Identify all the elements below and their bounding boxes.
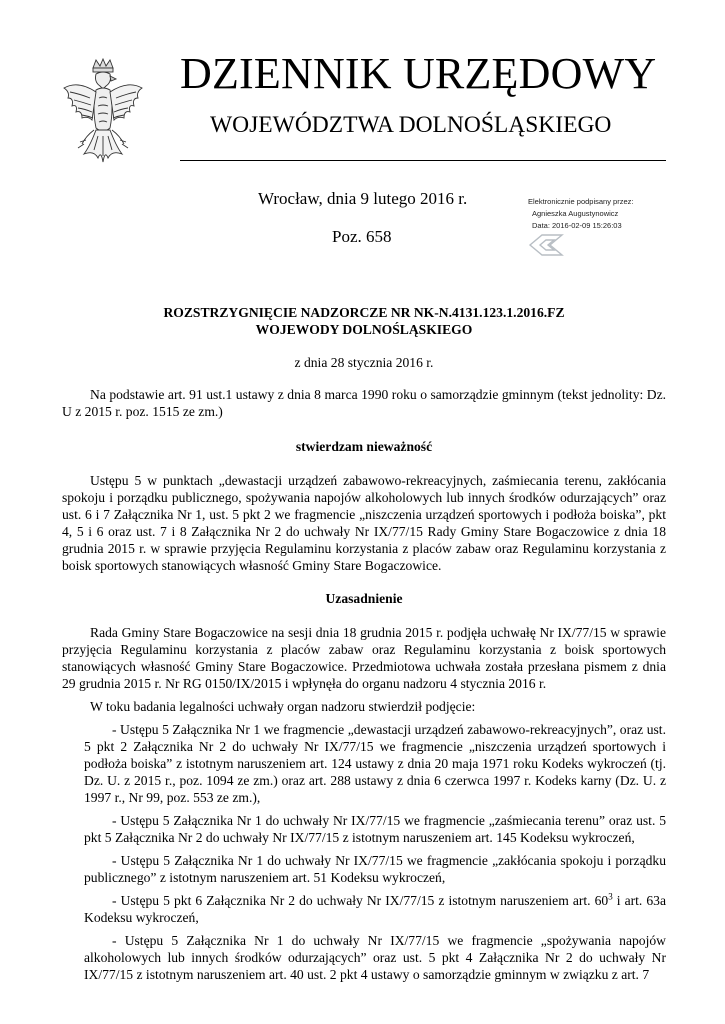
- violation-item-4: [62, 892, 666, 926]
- signature-signer: Agnieszka Augustynowicz: [532, 209, 619, 218]
- violation-item-1: - Ustępu 5 Załącznika Nr 1 we fragmencie „dewastacji urządzeń zabawowo-rekreacyjnych”, oraz ust. 5 pkt 2 Załącznika Nr 2 do uchwały Nr IX/77/15 we fragmencie „niszczenia urządzeń sportowych i podłoża boiska” z istotnym naruszeniem art. 124 ustawy z dnia 20 maja 1971 roku Kodeks wykroczeń (tj. Dz. U. z 2015 r., poz. 1094 ze zm.) oraz art. 288 ustawy z dnia 6 czerwca 1997 r. Kodeks karny (Dz. U. z 1997 r., Nr 99, poz. 553 ze zm.),: [84, 722, 666, 805]
- masthead-divider: [180, 160, 666, 161]
- legal-basis-paragraph: Na podstawie art. 91 ust.1 ustawy z dnia 8 marca 1990 roku o samorządzie gminnym (tekst jednolity: Dz. U z 2015 r. poz. 1515 ze zm.): [62, 387, 666, 419]
- justification-intro: W toku badania legalności uchwały organ nadzoru stwierdził podjęcie:: [90, 699, 476, 714]
- signature-date: Data: 2016-02-09 15:26:03: [532, 221, 622, 230]
- masthead-subtitle: WOJEWÓDZTWA DOLNOŚLĄSKIEGO: [210, 112, 612, 138]
- ruling-paragraph: Ustępu 5 w punktach „dewastacji urządzeń zabawowo-rekreacyjnych, zaśmiecania terenu, zakłócania spokoju i porządku publicznego, spożywania napojów alkoholowych lub innych środków odurzających” oraz ust. 6 i 7 Załącznika Nr 1, ust. 5 pkt 2 we fragmencie „niszczenia urządzeń sportowych i podłoża boiska”, pkt 4, 5 i 6 oraz ust. 7 i 8 Załącznika Nr 2 do uchwały Nr IX/77/15 Rady Gminy Stare Bogaczowice z dnia 18 grudnia 2015 r. w sprawie przyjęcia Regulaminu korzystania z placów zabaw oraz Regulaminu korzystania z boisk sportowych stanowiących własność Gminy Stare Bogaczowice.: [62, 473, 666, 573]
- document-issuer: WOJEWODY DOLNOŚLĄSKIEGO: [255, 322, 473, 337]
- document-body: [62, 304, 666, 983]
- document-date: z dnia 28 stycznia 2016 r.: [294, 355, 434, 370]
- ruling-heading: stwierdzam nieważność: [295, 439, 433, 454]
- violation-item-2: - Ustępu 5 Załącznika Nr 1 do uchwały Nr IX/77/15 we fragmencie „zaśmiecania terenu” oraz ust. 5 pkt 5 Załącznika Nr 2 do uchwały Nr IX/77/15 z istotnym naruszeniem art. 145 Kodeksu wykroczeń,: [84, 813, 666, 845]
- eagle-emblem-icon: [60, 58, 146, 170]
- violation-item-3: - Ustępu 5 Załącznika Nr 1 do uchwały Nr IX/77/15 we fragmencie „zakłócania spokoju i porządku publicznego” z istotnym naruszeniem art. 51 Kodeksu wykroczeń,: [84, 853, 666, 885]
- electronic-signature: [528, 196, 633, 232]
- masthead-title: DZIENNIK URZĘDOWY: [180, 49, 657, 98]
- signature-stamp-icon: [528, 232, 564, 258]
- justification-heading: Uzasadnienie: [325, 591, 403, 606]
- violation-item-4-superscript: 3: [608, 891, 613, 902]
- position-number: Poz. 658: [332, 227, 392, 246]
- violation-item-5: - Ustępu 5 Załącznika Nr 1 do uchwały Nr IX/77/15 we fragmencie „spożywania napojów alkoholowych lub innych środków odurzających” oraz ust. 5 pkt 4 Załącznika Nr 2 do uchwały Nr IX/77/15 z istotnym naruszeniem art. 40 ust. 2 pkt 4 ustawy o samorządzie gminnym w związku z art. 7: [84, 933, 666, 982]
- signature-label: Elektronicznie podpisany przez:: [528, 197, 634, 206]
- place-date: Wrocław, dnia 9 lutego 2016 r.: [258, 189, 468, 208]
- document-title: ROZSTRZYGNIĘCIE NADZORCZE NR NK-N.4131.123.1.2016.FZ: [163, 305, 565, 320]
- violation-item-4-text: - Ustępu 5 pkt 6 Załącznika Nr 2 do uchwały Nr IX/77/15 z istotnym naruszeniem art. 60: [112, 893, 609, 908]
- justification-paragraph: Rada Gminy Stare Bogaczowice na sesji dnia 18 grudnia 2015 r. podjęła uchwałę Nr IX/77/15 w sprawie przyjęcia Regulaminu korzystania z placów zabaw oraz Regulaminu korzystania z boisk sportowych stanowiących własność Gminy Stare Bogaczowice. Przedmiotowa uchwała została przesłana pismem z dnia 29 grudnia 2015 r. Nr RG 0150/IX/2015 i wpłynęła do organu nadzoru 4 stycznia 2016 r.: [62, 625, 666, 691]
- violation-item-4-tail: i art. 63a Kodeksu wykroczeń,: [84, 893, 666, 925]
